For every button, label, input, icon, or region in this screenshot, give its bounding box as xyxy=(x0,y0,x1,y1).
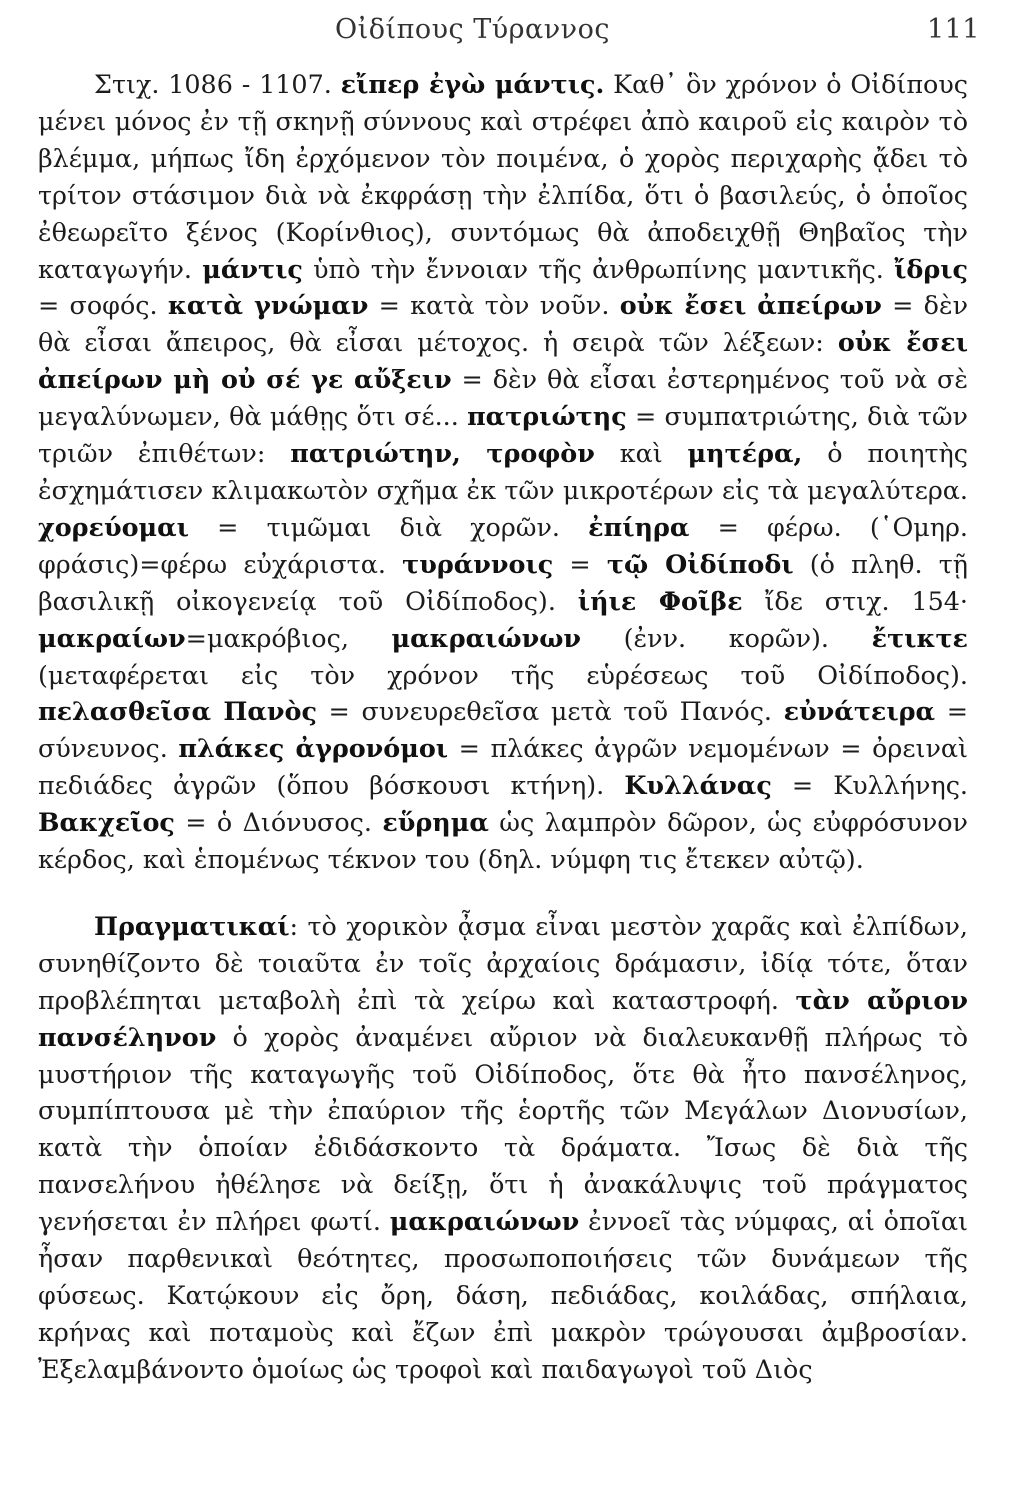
lemma: εὕρημα xyxy=(382,807,489,838)
gloss: = Κυλλήνης. xyxy=(771,770,968,801)
gloss: Καθ᾽ ὃν χρόνον ὁ Οἰδίπους μένει μόνος ἐν τῇ σκηνῇ σύννους καὶ στρέφει ἀπὸ καιροῦ εἰς καιρὸν τὸ βλέμμα, μήπως ἴδη ἐρχόμενον τὸν ποιμένα, ὁ χορὸς περιχαρὴς ᾄδει τὸ τρίτον στάσιμον διὰ νὰ ἐκφράσῃ τὴν ἐλπίδα, ὅτι ὁ βασιλεύς, ὁ ὁποῖος ἐθεωρεῖτο ξένος (Κορίνθιος), συντόμως θὰ ἀποδειχθῇ Θηβαῖος τὴν καταγωγήν. xyxy=(38,69,968,284)
lemma: πατριώτην, τροφὸν xyxy=(290,438,595,469)
lemma: πελασθεῖσα Πανὸς xyxy=(38,696,317,727)
gloss: καὶ xyxy=(594,438,688,469)
notes-paragraph xyxy=(38,66,968,878)
gloss: =μακρόβιος, xyxy=(185,622,392,653)
gloss: ὑπὸ τὴν ἔννοιαν τῆς ἀνθρωπίνης μαντικῆς. xyxy=(302,253,895,284)
lemma: μάντις xyxy=(202,253,303,284)
gloss: = συνευρεθεῖσα μετὰ τοῦ Πανός. xyxy=(316,696,784,727)
gloss: (ὁ πληθ. τῇ βασιλικῇ οἰκογενείᾳ τοῦ Οἰδίποδος). xyxy=(38,548,969,616)
lemma: τυράννοις xyxy=(402,548,554,579)
gloss: = φέρω. (῾Ομηρ. φράσις)=φέρω εὐχάριστα. xyxy=(38,511,968,579)
lemma: ἔτικτε xyxy=(871,622,968,653)
running-title: Οἰδίπους Τύραννος xyxy=(335,14,610,45)
gloss: (ἐνν. κορῶν). xyxy=(581,622,872,653)
factual-paragraph xyxy=(38,908,968,1388)
gloss: ὁ χορὸς ἀναμένει αὔριον νὰ διαλευκανθῇ πλήρως τὸ μυστήριον τῆς καταγωγῆς τοῦ Οἰδίποδος, ὅτε θὰ ἦτο πανσέληνος, συμπίπτουσα μὲ τὴν ἐπαύριον τῆς ἑορτῆς τῶν Μεγάλων Διονυσίων, κατὰ τὴν ὁποίαν ἐδιδάσκοντο τὰ δράματα. Ἴσως δὲ διὰ τῆς πανσελήνου ἠθέλησε νὰ δείξῃ, ὅτι ἡ ἀνακάλυψις τοῦ πράγματος γενήσεται ἐν πλήρει φωτί. xyxy=(38,1021,968,1237)
lemma: ἐπίηρα xyxy=(588,511,690,542)
gloss: ἐννοεῖ τὰς νύμφας, αἱ ὁποῖαι ἦσαν παρθενικαὶ θεότητες, προσωποποιήσεις τῶν δυνάμεων τῆς φύσεως. Κατῴκουν εἰς ὄρη, δάση, πεδιάδας, κοιλάδας, σπήλαια, κρήνας καὶ ποταμοὺς καὶ ἔζων ἐπὶ μακρὸν τρώγουσαι ἀμβροσίαν. Ἐξελαμβάνοντο ὁμοίως ὡς τροφοὶ καὶ παιδαγωγοὶ τοῦ Διὸς xyxy=(38,1206,968,1384)
page-header xyxy=(40,8,980,52)
gloss: = xyxy=(553,548,607,579)
gloss: = τιμῶμαι διὰ χορῶν. xyxy=(188,511,589,542)
lemma: εὐνάτειρα xyxy=(783,696,936,727)
gloss: = κατὰ τὸν νοῦν. xyxy=(368,290,620,321)
lemma: εἴπερ ἐγὼ μάντις. xyxy=(340,69,605,99)
lemma: μακραιώνων xyxy=(389,1206,580,1237)
gloss: ἴδε στιχ. 154· xyxy=(742,585,969,616)
gloss: = σοφός. xyxy=(38,290,168,321)
page-number: 111 xyxy=(926,14,980,45)
gloss: = ὁ Διόνυσος. xyxy=(174,807,383,838)
gloss: = πλάκες ἀγρῶν νεμομένων = ὀρειναὶ πεδιάδες ἀγρῶν (ὅπου βόσκουσι κτήνη). xyxy=(38,733,968,801)
lemma: πλάκες ἀγρονόμοι xyxy=(178,733,449,764)
lemma: ἰήιε Φοῖβε xyxy=(577,585,743,616)
gloss: : τὸ χορικὸν ᾆσμα εἶναι μεστὸν χαρᾶς καὶ ἐλπίδων, συνηθίζοντο δὲ τοιαῦτα ἐν τοῖς ἀρχαίοις δράμασιν, ἰδίᾳ τότε, ὅταν προβλέπηται μεταβολὴ ἐπὶ τὰ χείρω καὶ καταστροφή. xyxy=(38,910,968,1015)
gloss: = σύνευνος. xyxy=(38,696,968,764)
gloss: = συμπατριώτης, διὰ τῶν τριῶν ἐπιθέτων: xyxy=(38,401,968,469)
gloss: = δὲν θὰ εἶσαι ἐστερημένος τοῦ νὰ σὲ μεγαλύνωμεν, θὰ μάθῃς ὅτι σέ... xyxy=(38,364,968,432)
lemma: οὐκ ἔσει ἀπείρων μὴ οὐ σέ γε αὔξειν xyxy=(38,327,968,395)
lemma: τὰν αὔριον πανσέληνον xyxy=(38,984,968,1052)
lemma: Βακχεῖος xyxy=(38,807,175,838)
lemma: χορεύομαι xyxy=(38,511,189,542)
lemma: μακραιώνων xyxy=(391,622,581,653)
lemma: Κυλλάνας xyxy=(624,770,772,801)
lemma: μητέρα, xyxy=(687,438,803,469)
section-heading: Πραγματικαί xyxy=(94,910,290,941)
lemma: οὐκ ἔσει ἀπείρων xyxy=(619,290,882,321)
lemma: πατριώτης xyxy=(467,401,627,432)
gloss: ὁ ποιητὴς ἐσχημάτισεν κλιμακωτὸν σχῆμα ἐκ τῶν μικροτέρων εἰς τὰ μεγαλύτερα. xyxy=(38,438,968,505)
gloss: (μεταφέρεται εἰς τὸν χρόνον τῆς εὑρέσεως τοῦ Οἰδίποδος). xyxy=(38,659,968,690)
gloss: = δὲν θὰ εἶσαι ἄπειρος, θὰ εἶσαι μέτοχος. ἡ σειρὰ τῶν λέξεων: xyxy=(38,290,969,358)
lemma: κατὰ γνώμαν xyxy=(167,290,369,321)
gloss: ὡς λαμπρὸν δῶρον, ὡς εὐφρόσυνον κέρδος, καὶ ἑπομένως τέκνον του (δηλ. νύμφη τις ἔτεκεν αὐτῷ). xyxy=(38,807,968,875)
lemma: τῷ Οἰδίποδι xyxy=(606,548,794,579)
page-body xyxy=(38,66,968,1388)
lemma: μακραίων xyxy=(38,622,186,653)
verse-range: Στιχ. 1086 - 1107. xyxy=(94,69,341,99)
lemma: ἴδρις xyxy=(894,253,968,284)
